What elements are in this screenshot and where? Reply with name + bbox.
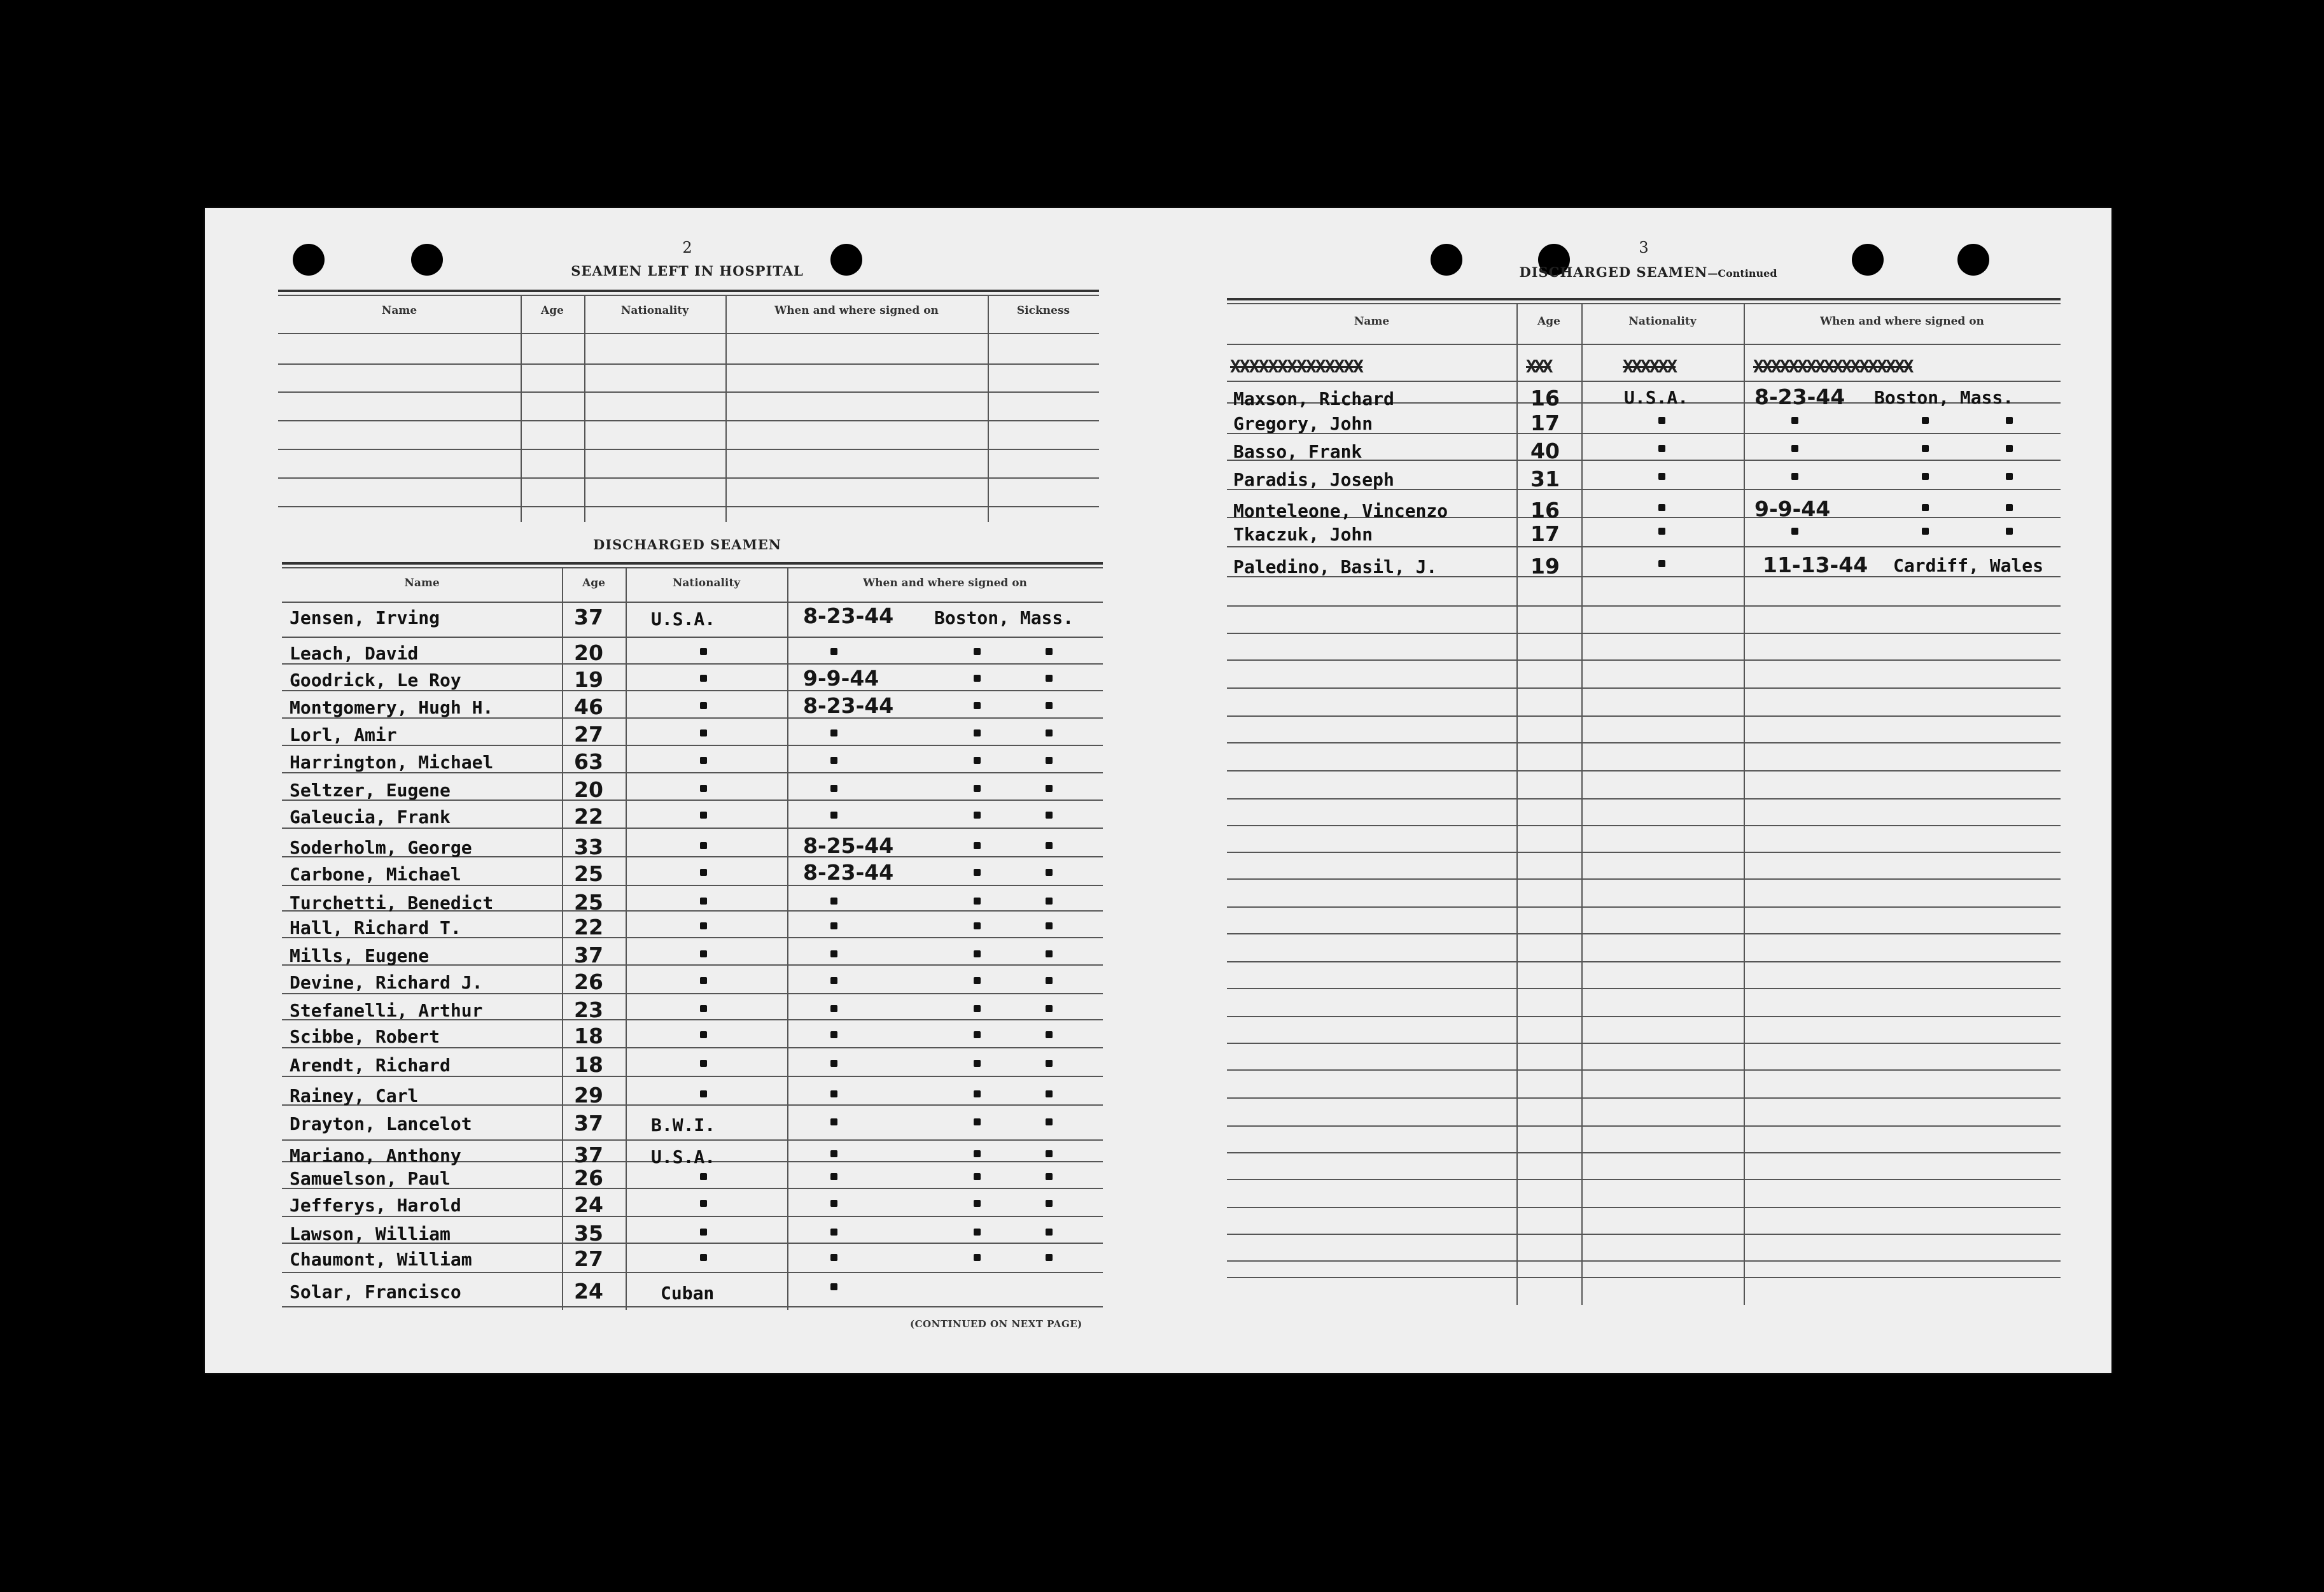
hospital-col-header: When and where signed on (774, 304, 939, 317)
seaman-name: Scibbe, Robert (290, 1026, 440, 1047)
column-divider (1581, 303, 1583, 1305)
ditto-mark (1046, 812, 1053, 819)
ditto-mark (1046, 1200, 1053, 1207)
rule-line (1227, 381, 2061, 382)
discharged-section-title: DISCHARGED SEAMEN (593, 537, 781, 553)
column-divider (787, 567, 788, 1310)
ditto-mark (2006, 528, 2013, 535)
seaman-age: 33 (574, 835, 603, 859)
seaman-age: 16 (1530, 498, 1560, 523)
discharged-col-header: When and where signed on (863, 577, 1027, 589)
rule-line (278, 363, 1099, 365)
ditto-mark (700, 898, 707, 905)
ditto-mark (1046, 842, 1053, 849)
rule-line (278, 506, 1099, 507)
ditto-mark (974, 1229, 981, 1236)
seaman-name: Mills, Eugene (290, 945, 430, 966)
discharged-col-header: Age (582, 577, 605, 589)
punch-hole (1431, 244, 1462, 276)
seaman-age: 26 (574, 969, 603, 994)
rule-line (1227, 546, 2061, 547)
ditto-mark (974, 675, 981, 682)
seaman-name: Paledino, Basil, J. (1233, 556, 1438, 577)
seaman-age: 40 (1530, 439, 1560, 463)
rule-line (282, 1139, 1103, 1141)
rule-line (1227, 1043, 2061, 1044)
ditto-mark (830, 977, 837, 984)
ditto-mark (974, 1173, 981, 1180)
ditto-mark (1046, 977, 1053, 984)
ditto-mark (700, 1031, 707, 1038)
signed-on-date: 8-25-44 (803, 833, 894, 858)
rule-line (1227, 878, 2061, 880)
ditto-mark (830, 1229, 837, 1236)
seaman-name: Hall, Richard T. (290, 917, 461, 938)
ditto-mark (700, 1200, 707, 1207)
seaman-age: 31 (1530, 467, 1560, 491)
struck-out-entry: XXXXXX (1623, 356, 1676, 377)
discharged-col-header: Name (404, 577, 440, 589)
ditto-mark (1658, 473, 1665, 480)
rule-line (1227, 798, 2061, 800)
ditto-mark (1791, 445, 1798, 452)
seaman-age: 25 (574, 890, 603, 915)
rule-line (278, 290, 1099, 292)
ditto-mark (974, 1150, 981, 1157)
ditto-mark (1922, 445, 1929, 452)
ditto-mark (1046, 950, 1053, 957)
ditto-mark (700, 869, 707, 876)
rule-line (1227, 1097, 2061, 1099)
column-divider (1516, 303, 1518, 1305)
ditto-mark (830, 648, 837, 655)
signed-on-date: 9-9-44 (803, 666, 879, 691)
ditto-mark (830, 757, 837, 764)
ditto-mark (1046, 1254, 1053, 1261)
rule-line (1227, 605, 2061, 607)
rule-line (1227, 742, 2061, 743)
ditto-mark (700, 1005, 707, 1012)
ditto-mark (830, 950, 837, 957)
ditto-mark (1791, 417, 1798, 424)
seaman-name: Samuelson, Paul (290, 1168, 451, 1189)
rule-line (282, 562, 1103, 565)
ditto-mark (2006, 417, 2013, 424)
rule-line (278, 391, 1099, 393)
seaman-age: 26 (574, 1166, 603, 1190)
ditto-mark (1046, 1118, 1053, 1125)
rule-line (1227, 715, 2061, 717)
ditto-mark (700, 842, 707, 849)
seaman-age: 37 (574, 1143, 603, 1167)
ditto-mark (700, 785, 707, 792)
seaman-name: Turchetti, Benedict (290, 892, 494, 913)
struck-out-entry: XXXXXXXXXXXXXX (1230, 356, 1363, 377)
seaman-name: Monteleone, Vincenzo (1233, 500, 1448, 521)
rule-line (1227, 687, 2061, 689)
rule-line (1227, 1069, 2061, 1071)
rule-line (1227, 344, 2061, 345)
ditto-mark (830, 729, 837, 736)
ditto-mark (700, 1090, 707, 1097)
ditto-mark (2006, 473, 2013, 480)
hospital-col-header: Name (381, 304, 417, 317)
ditto-mark (2006, 504, 2013, 511)
ditto-mark (700, 1060, 707, 1067)
ditto-mark (700, 1254, 707, 1261)
signed-on-place: Cardiff, Wales (1893, 555, 2044, 576)
seaman-name: Mariano, Anthony (290, 1145, 461, 1166)
ditto-mark (1046, 898, 1053, 905)
seaman-age: 19 (574, 667, 603, 692)
seaman-age: 29 (574, 1083, 603, 1108)
seaman-nationality: Cuban (661, 1283, 715, 1304)
ditto-mark (1922, 528, 1929, 535)
rule-line (1227, 659, 2061, 661)
struck-out-entry: XXX (1526, 356, 1551, 377)
ditto-mark (700, 950, 707, 957)
ditto-mark (974, 842, 981, 849)
seaman-age: 37 (574, 1111, 603, 1136)
seaman-name: Galeucia, Frank (290, 807, 451, 828)
seaman-name: Solar, Francisco (290, 1281, 461, 1302)
ditto-mark (830, 785, 837, 792)
ditto-mark (1658, 528, 1665, 535)
seaman-nationality: B.W.I. (651, 1115, 716, 1136)
ditto-mark (974, 1200, 981, 1207)
signed-on-place: Boston, Mass. (934, 607, 1074, 628)
ditto-mark (830, 1090, 837, 1097)
rule-line (282, 1272, 1103, 1273)
ditto-mark (700, 977, 707, 984)
document-sheet (205, 208, 2111, 1373)
ditto-mark (700, 1229, 707, 1236)
ditto-mark (830, 1031, 837, 1038)
ditto-mark (974, 950, 981, 957)
seaman-age: 22 (574, 915, 603, 940)
ditto-mark (1922, 417, 1929, 424)
seaman-age: 18 (574, 1024, 603, 1048)
discharged-continued-title-main: DISCHARGED SEAMEN (1519, 264, 1708, 280)
rule-line (282, 885, 1103, 886)
rule-line (282, 745, 1103, 746)
rule-line (1227, 1207, 2061, 1208)
rule-line (1227, 1179, 2061, 1180)
rule-line (282, 602, 1103, 603)
seaman-age: 35 (574, 1221, 603, 1246)
ditto-mark (1046, 729, 1053, 736)
ditto-mark (1046, 1031, 1053, 1038)
column-divider (521, 295, 522, 522)
seaman-age: 63 (574, 749, 603, 774)
ditto-mark (1046, 1060, 1053, 1067)
ditto-mark (700, 1173, 707, 1180)
column-divider (1744, 303, 1745, 1305)
rule-line (1227, 1277, 2061, 1278)
seaman-name: Arendt, Richard (290, 1055, 451, 1076)
seaman-age: 27 (574, 722, 603, 747)
rule-line (1227, 906, 2061, 908)
rule-line (278, 333, 1099, 334)
seaman-nationality: U.S.A. (651, 609, 716, 630)
signed-on-date: 8-23-44 (1754, 384, 1845, 409)
ditto-mark (1791, 528, 1798, 535)
column-divider (725, 295, 727, 522)
ditto-mark (830, 1173, 837, 1180)
ditto-mark (830, 1060, 837, 1067)
ditto-mark (974, 729, 981, 736)
seaman-age: 24 (574, 1279, 603, 1304)
ditto-mark (830, 812, 837, 819)
ditto-mark (1658, 504, 1665, 511)
ditto-mark (700, 922, 707, 929)
seaman-name: Tkaczuk, John (1233, 524, 1373, 545)
ditto-mark (830, 1150, 837, 1157)
seaman-name: Seltzer, Eugene (290, 780, 451, 801)
ditto-mark (1791, 473, 1798, 480)
seaman-name: Leach, David (290, 643, 419, 664)
seaman-age: 19 (1530, 554, 1560, 579)
rule-line (278, 295, 1099, 296)
rule-line (1227, 961, 2061, 962)
seaman-age: 22 (574, 804, 603, 829)
seaman-name: Jefferys, Harold (290, 1195, 461, 1216)
column-divider (584, 295, 585, 522)
seaman-age: 37 (574, 943, 603, 968)
ditto-mark (830, 1200, 837, 1207)
ditto-mark (974, 1118, 981, 1125)
ditto-mark (1046, 869, 1053, 876)
seaman-age: 23 (574, 997, 603, 1022)
ditto-mark (1922, 504, 1929, 511)
rule-line (282, 1076, 1103, 1077)
signed-on-date: 8-23-44 (803, 603, 894, 628)
punch-hole (293, 244, 325, 276)
ditto-mark (700, 757, 707, 764)
ditto-mark (700, 702, 707, 709)
rule-line (282, 567, 1103, 568)
seaman-age: 17 (1530, 521, 1560, 546)
signed-on-place: Boston, Mass. (1874, 387, 2014, 408)
ditto-mark (1046, 1005, 1053, 1012)
rule-line (278, 477, 1099, 479)
seaman-name: Basso, Frank (1233, 441, 1362, 462)
ditto-mark (700, 648, 707, 655)
seaman-nationality: U.S.A. (1624, 387, 1689, 408)
seaman-name: Carbone, Michael (290, 864, 461, 885)
seaman-name: Paradis, Joseph (1233, 469, 1394, 490)
rule-line (1227, 1016, 2061, 1017)
continued-note: (CONTINUED ON NEXT PAGE) (910, 1318, 1082, 1330)
ditto-mark (974, 1060, 981, 1067)
ditto-mark (700, 812, 707, 819)
seaman-name: Lawson, William (290, 1223, 451, 1244)
ditto-mark (974, 1031, 981, 1038)
ditto-mark (1046, 922, 1053, 929)
ditto-mark (830, 1005, 837, 1012)
ditto-mark (1046, 757, 1053, 764)
ditto-mark (974, 1090, 981, 1097)
seaman-nationality: U.S.A. (651, 1146, 716, 1167)
hospital-section-title: SEAMEN LEFT IN HOSPITAL (571, 263, 804, 279)
rule-line (282, 993, 1103, 994)
seaman-age: 46 (574, 694, 603, 719)
ditto-mark (974, 648, 981, 655)
ditto-mark (974, 898, 981, 905)
ditto-mark (1046, 648, 1053, 655)
rule-line (282, 637, 1103, 638)
ditto-mark (830, 898, 837, 905)
ditto-mark (1922, 473, 1929, 480)
ditto-mark (974, 1005, 981, 1012)
rule-line (1227, 825, 2061, 826)
hospital-col-header: Sickness (1016, 304, 1070, 317)
ditto-mark (974, 757, 981, 764)
rule-line (1227, 933, 2061, 934)
seaman-name: Soderholm, George (290, 837, 472, 858)
ditto-mark (1658, 417, 1665, 424)
continued-col-header: Age (1537, 315, 1560, 328)
ditto-mark (974, 977, 981, 984)
signed-on-date: 11-13-44 (1763, 553, 1868, 577)
continued-col-header: When and where signed on (1820, 315, 1984, 328)
seaman-age: 25 (574, 861, 603, 886)
ditto-mark (1658, 445, 1665, 452)
ditto-mark (974, 785, 981, 792)
rule-line (1227, 1152, 2061, 1153)
ditto-mark (1046, 675, 1053, 682)
ditto-mark (974, 922, 981, 929)
discharged-continued-title (1515, 264, 1782, 280)
ditto-mark (1046, 1173, 1053, 1180)
seaman-age: 17 (1530, 411, 1560, 435)
ditto-mark (830, 1283, 837, 1290)
ditto-mark (974, 812, 981, 819)
punch-hole (830, 244, 862, 276)
continued-col-header: Name (1354, 315, 1390, 328)
seaman-name: Rainey, Carl (290, 1085, 419, 1106)
ditto-mark (1046, 702, 1053, 709)
rule-line (1227, 1125, 2061, 1127)
column-divider (626, 567, 627, 1310)
column-divider (562, 567, 563, 1310)
signed-on-date: 9-9-44 (1754, 497, 1831, 521)
continued-col-header: Nationality (1628, 315, 1697, 328)
seaman-name: Chaumont, William (290, 1249, 472, 1270)
rule-line (278, 449, 1099, 450)
signed-on-date: 8-23-44 (803, 693, 894, 718)
rule-line (282, 1216, 1103, 1217)
rule-line (1227, 988, 2061, 989)
rule-line (1227, 1260, 2061, 1262)
struck-out-entry: XXXXXXXXXXXXXXXXXX (1753, 356, 1912, 377)
rule-line (1227, 1234, 2061, 1235)
seaman-age: 16 (1530, 386, 1560, 411)
ditto-mark (1046, 785, 1053, 792)
rule-line (278, 420, 1099, 421)
seaman-age: 24 (574, 1192, 603, 1217)
seaman-age: 18 (574, 1052, 603, 1077)
seaman-name: Maxson, Richard (1233, 388, 1394, 409)
seaman-name: Stefanelli, Arthur (290, 1000, 483, 1021)
hospital-col-header: Nationality (620, 304, 689, 317)
ditto-mark (700, 729, 707, 736)
discharged-col-header: Nationality (672, 577, 741, 589)
ditto-mark (1658, 560, 1665, 567)
ditto-mark (974, 1254, 981, 1261)
seaman-name: Drayton, Lancelot (290, 1113, 472, 1134)
ditto-mark (974, 702, 981, 709)
seaman-age: 37 (574, 605, 603, 630)
seaman-age: 20 (574, 777, 603, 802)
rule-line (282, 1047, 1103, 1048)
rule-line (282, 1306, 1103, 1307)
seaman-name: Gregory, John (1233, 413, 1373, 434)
seaman-name: Lorl, Amir (290, 724, 397, 745)
seaman-name: Jensen, Irving (290, 607, 440, 628)
seaman-name: Harrington, Michael (290, 752, 494, 773)
seaman-name: Montgomery, Hugh H. (290, 697, 494, 718)
punch-hole (411, 244, 443, 276)
ditto-mark (830, 922, 837, 929)
rule-line (1227, 633, 2061, 634)
seaman-age: 27 (574, 1246, 603, 1271)
ditto-mark (1046, 1229, 1053, 1236)
ditto-mark (2006, 445, 2013, 452)
rule-line (282, 828, 1103, 829)
ditto-mark (830, 1118, 837, 1125)
seaman-age: 20 (574, 640, 603, 665)
ditto-mark (974, 869, 981, 876)
rule-line (1227, 303, 2061, 304)
signed-on-date: 8-23-44 (803, 860, 894, 885)
seaman-name: Devine, Richard J. (290, 972, 483, 993)
rule-line (1227, 852, 2061, 853)
seaman-name: Goodrick, Le Roy (290, 670, 461, 691)
ditto-mark (700, 675, 707, 682)
ditto-mark (1046, 1150, 1053, 1157)
ditto-mark (830, 1254, 837, 1261)
ditto-mark (1046, 1090, 1053, 1097)
hospital-col-header: Age (541, 304, 564, 317)
rule-line (1227, 298, 2061, 300)
punch-hole (1852, 244, 1884, 276)
rule-line (1227, 770, 2061, 771)
continued-suffix: —Continued (1707, 267, 1777, 279)
column-divider (988, 295, 989, 522)
right-page-number: 3 (1639, 239, 1649, 257)
left-page-number: 2 (682, 239, 692, 257)
punch-hole (1957, 244, 1989, 276)
